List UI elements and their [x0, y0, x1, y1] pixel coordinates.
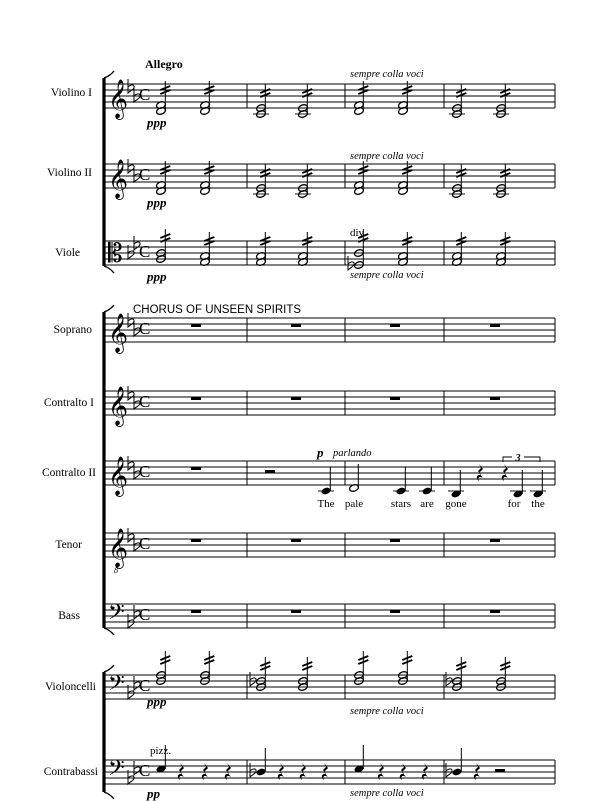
flat-icon: [128, 79, 134, 93]
dynamic-contrabassi: pp: [147, 786, 160, 801]
staff: [104, 528, 555, 575]
staff: [104, 79, 555, 120]
notehead: [422, 487, 433, 496]
staff-name-violoncelli: Violoncelli: [44, 681, 96, 693]
dynamic-viole: ppp: [147, 269, 167, 284]
lyric-syllable: stars: [390, 498, 412, 510]
bass-clef-icon: 𝄢: [108, 671, 125, 701]
treble-clef-icon: 𝄞: [108, 79, 129, 119]
whole-rest: [191, 610, 201, 613]
flat-icon: [348, 256, 354, 270]
staff-name-violino-2: Violino II: [47, 167, 92, 179]
whole-rest: [191, 397, 201, 400]
dynamic-contralto-2: p: [317, 445, 324, 460]
octave-marker: 8: [114, 566, 118, 575]
lyric-syllable: The: [317, 498, 335, 510]
staff-name-violino-1: Violino I: [50, 87, 92, 99]
common-time-icon: C: [139, 676, 151, 695]
flat-icon: [128, 528, 134, 542]
staff-name-soprano: Soprano: [53, 324, 92, 336]
common-time-icon: C: [139, 85, 151, 104]
lyric-syllable: gone: [445, 498, 467, 510]
flat-icon: [128, 456, 134, 470]
staff: [104, 671, 555, 701]
section-heading: CHORUS OF UNSEEN SPIRITS: [133, 304, 302, 316]
expression-violoncelli: sempre colla voci: [350, 706, 424, 717]
expression-viole: sempre colla voci: [350, 270, 424, 281]
alto-clef-icon: 𝄡: [108, 239, 123, 269]
whole-rest: [291, 324, 301, 327]
staff: [104, 159, 555, 200]
dynamic-violoncelli: ppp: [147, 694, 167, 709]
expression-contrabassi: sempre colla voci: [350, 788, 424, 799]
bass-clef-icon: 𝄢: [108, 756, 125, 786]
lyric-syllable: are: [420, 498, 434, 510]
treble-clef-icon: 𝄞: [108, 456, 129, 496]
tempo-marking: Allegro: [145, 57, 183, 71]
staff-name-contralto-2: Contralto II: [42, 467, 96, 479]
common-time-icon: C: [139, 242, 151, 261]
common-time-icon: C: [139, 761, 151, 780]
whole-rest: [390, 610, 400, 613]
whole-rest: [490, 397, 500, 400]
half-rest: [265, 470, 275, 473]
notehead: [321, 487, 332, 496]
common-time-icon: C: [139, 534, 151, 553]
lyric-syllable: the: [531, 498, 545, 510]
notehead: [396, 487, 407, 496]
whole-rest: [191, 324, 201, 327]
staff: [104, 600, 555, 630]
common-time-icon: C: [139, 319, 151, 338]
staff: [104, 756, 555, 786]
whole-rest: [490, 324, 500, 327]
lyric-syllable: pale: [344, 498, 364, 510]
flat-icon: [250, 763, 256, 777]
whole-rest: [390, 397, 400, 400]
common-time-icon: C: [139, 165, 151, 184]
treble-clef-icon: 𝄞: [108, 313, 129, 353]
common-time-icon: C: [139, 462, 151, 481]
treble-clef-icon: 𝄞: [108, 386, 129, 426]
whole-rest: [291, 397, 301, 400]
treble-clef-icon: 𝄞: [108, 159, 129, 199]
common-time-icon: C: [139, 605, 151, 624]
staff: [104, 386, 555, 427]
notehead: [256, 768, 267, 777]
expression-violino-2: sempre colla voci: [350, 151, 424, 162]
whole-rest: [291, 539, 301, 542]
half-rest: [495, 769, 505, 772]
flat-icon: [446, 672, 452, 686]
tuplet-number: 3: [515, 453, 521, 464]
whole-rest: [191, 467, 201, 470]
notehead: [452, 768, 463, 777]
expression-contralto-2: parlando: [333, 448, 372, 459]
common-time-icon: C: [139, 392, 151, 411]
flat-icon: [250, 672, 256, 686]
staff: [104, 313, 555, 354]
lyric-syllable: for: [507, 498, 521, 510]
staff-name-tenor: Tenor: [55, 539, 82, 551]
flat-icon: [128, 159, 134, 173]
expression-violino-1: sempre colla voci: [350, 69, 424, 80]
bass-clef-icon: 𝄢: [108, 600, 125, 630]
tuplet-bracket: [503, 453, 540, 464]
whole-rest: [291, 610, 301, 613]
staff: [104, 236, 555, 269]
staff-name-contralto-1: Contralto I: [43, 397, 94, 409]
staff-name-contrabassi: Contrabassi: [43, 766, 98, 778]
technique-viole: div.: [350, 227, 367, 239]
technique-contrabassi: pizz.: [150, 745, 172, 757]
flat-icon: [446, 763, 452, 777]
whole-rest: [490, 539, 500, 542]
whole-rest: [490, 610, 500, 613]
flat-icon: [128, 386, 134, 400]
staff-name-bass: Bass: [58, 610, 80, 622]
treble-clef-icon: 𝄞: [108, 528, 129, 568]
whole-rest: [191, 539, 201, 542]
staff-name-viole: Viole: [55, 247, 80, 259]
whole-rest: [390, 539, 400, 542]
dynamic-violino-2: ppp: [147, 195, 167, 210]
dynamic-violino-1: ppp: [147, 115, 167, 130]
whole-rest: [390, 324, 400, 327]
